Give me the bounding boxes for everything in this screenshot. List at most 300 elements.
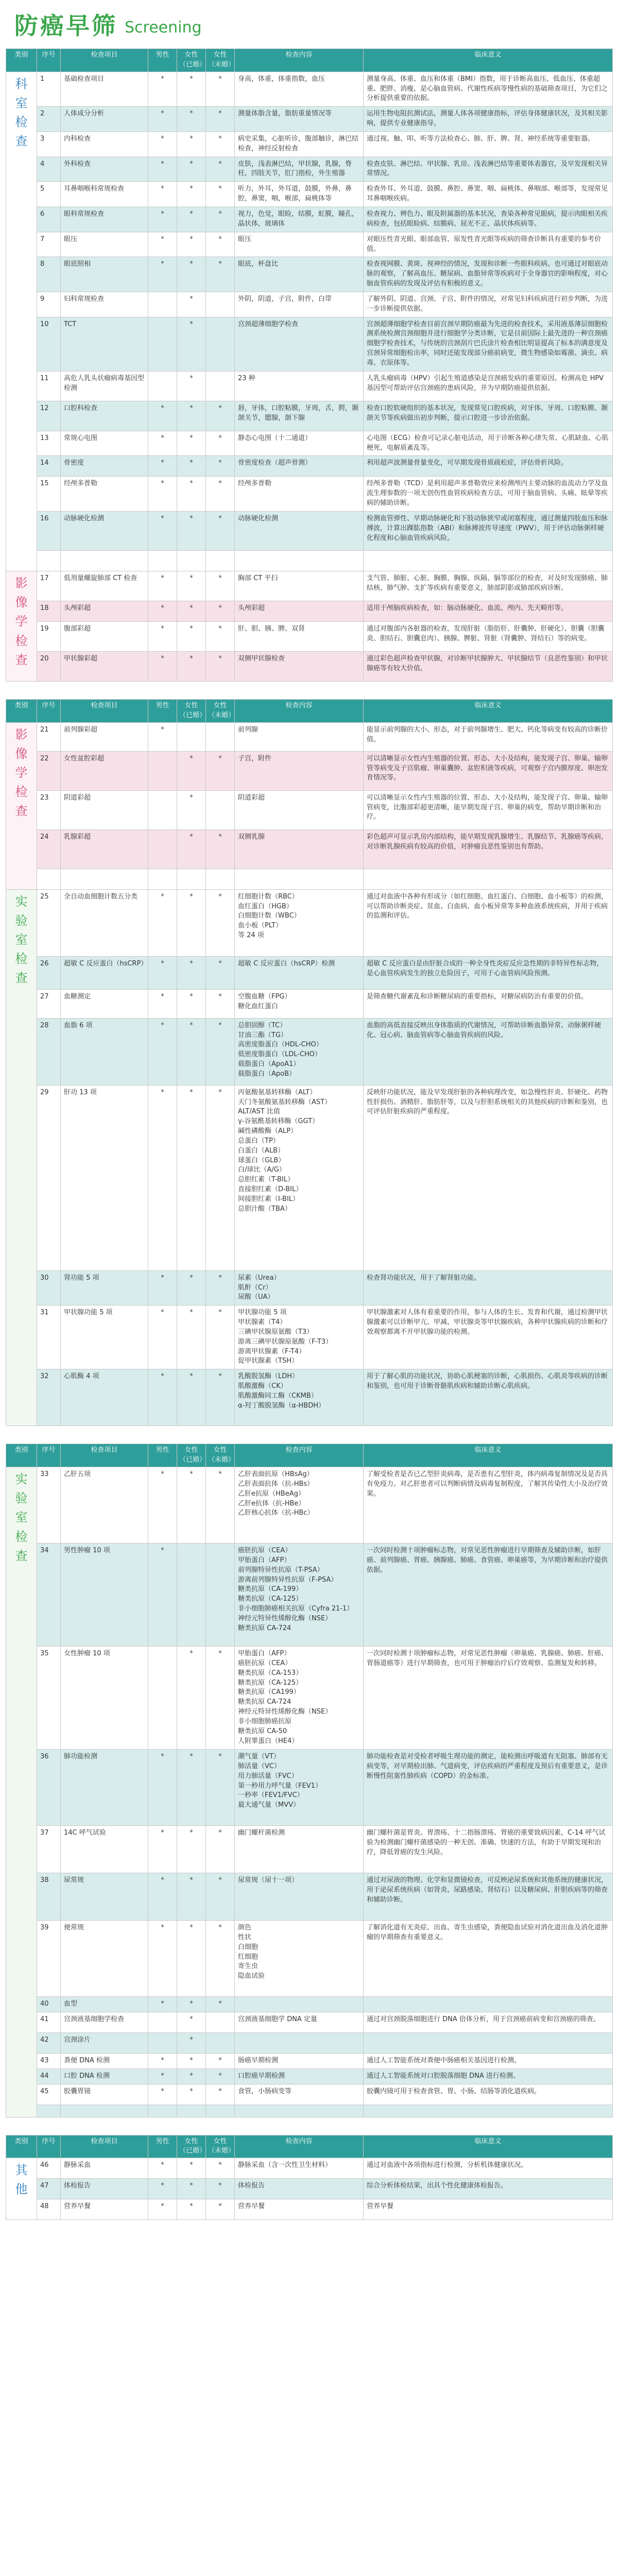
clinical-meaning bbox=[364, 2032, 613, 2053]
female-married-mark: * bbox=[177, 1825, 206, 1873]
table-row bbox=[6, 2032, 613, 2053]
item-number: 24 bbox=[37, 829, 61, 869]
female-married-mark bbox=[177, 2105, 206, 2117]
item-number: 39 bbox=[37, 1920, 61, 1996]
clinical-meaning: 可以清晰显示女性内生殖器的位置、形态、大小及结构，能发现子宫、卵巢、输卵管等病变及子宫肌瘤、卵巢囊肿、盆腔积液等疾病，可观察子宫内膜厚度、卵泡发育情况等。 bbox=[364, 751, 613, 790]
male-mark: * bbox=[148, 1467, 177, 1543]
female-unmarried-mark bbox=[206, 317, 235, 371]
clinical-meaning: 是筛查糖代谢紊乱和诊断糖尿病的重要指标，对糖尿病防治有重要的价值。 bbox=[364, 989, 613, 1018]
female-unmarried-mark: * bbox=[206, 477, 235, 512]
table-row bbox=[6, 2105, 613, 2117]
item-content: 超敏 C 反应蛋白（hsCRP）检测 bbox=[235, 956, 364, 989]
item-number: 46 bbox=[37, 2158, 61, 2179]
item-content: 双侧乳腺 bbox=[235, 829, 364, 869]
female-unmarried-mark: * bbox=[206, 431, 235, 456]
female-unmarried-mark: * bbox=[206, 956, 235, 989]
column-header: 临床意义 bbox=[364, 2135, 613, 2158]
female-unmarried-mark: * bbox=[206, 889, 235, 956]
female-unmarried-mark: * bbox=[206, 2179, 235, 2199]
column-header: 类别 bbox=[6, 2135, 37, 2158]
item-number: 30 bbox=[37, 1270, 61, 1306]
table-row bbox=[6, 2069, 613, 2084]
table-row bbox=[6, 456, 613, 477]
female-married-mark: * bbox=[177, 2032, 206, 2053]
male-mark: * bbox=[148, 1749, 177, 1825]
item-number: 32 bbox=[37, 1369, 61, 1426]
clinical-meaning bbox=[364, 869, 613, 889]
table-row bbox=[6, 869, 613, 889]
table-row bbox=[6, 182, 613, 207]
item-name: 血脂 6 项 bbox=[61, 1018, 148, 1085]
clinical-meaning: 用于了解心肌的功能状况，协助心肌梗塞的诊断，心肌损伤、心肌炎等疾病的诊断和鉴别，也可用于诊断骨骼肌疾病和辅助诊断心肌疾病。 bbox=[364, 1369, 613, 1426]
item-content: 尿素（Urea） 肌酐（Cr） 尿酸（UA） bbox=[235, 1270, 364, 1306]
table-header-row bbox=[6, 1444, 613, 1467]
female-married-mark: * bbox=[177, 257, 206, 292]
table-row bbox=[6, 1873, 613, 1920]
table-row bbox=[6, 72, 613, 107]
item-content: 幽门螺杆菌检测 bbox=[235, 1825, 364, 1873]
male-mark: * bbox=[148, 107, 177, 132]
item-number: 44 bbox=[37, 2069, 61, 2084]
clinical-meaning: 利用超声波测量骨量变化，可早期发现骨质疏松症，评估骨折风险。 bbox=[364, 456, 613, 477]
item-content: 空腹血糖（FPG） 糖化血红蛋白 bbox=[235, 989, 364, 1018]
male-mark bbox=[148, 829, 177, 869]
female-unmarried-mark: * bbox=[206, 157, 235, 182]
male-mark: * bbox=[148, 571, 177, 601]
male-mark: * bbox=[148, 72, 177, 107]
table-row bbox=[6, 601, 613, 622]
male-mark: * bbox=[148, 232, 177, 257]
female-married-mark: * bbox=[177, 292, 206, 317]
item-number bbox=[37, 551, 61, 571]
item-number: 22 bbox=[37, 751, 61, 790]
item-number: 17 bbox=[37, 571, 61, 601]
item-name: 头颅彩超 bbox=[61, 601, 148, 622]
item-name bbox=[61, 551, 148, 571]
item-number: 48 bbox=[37, 2199, 61, 2220]
item-name bbox=[61, 869, 148, 889]
item-content: 唇，牙体，口腔粘膜，牙周，舌，腭，颞颌关节，腮腺，颌下腺 bbox=[235, 401, 364, 431]
table-row bbox=[6, 551, 613, 571]
clinical-meaning bbox=[364, 2105, 613, 2117]
clinical-meaning: 心电图（ECG）检查可记录心脏电活动，用于诊断各种心律失常、心肌缺血、心肌梗死、电解质紊乱等。 bbox=[364, 431, 613, 456]
male-mark bbox=[148, 317, 177, 371]
item-number: 25 bbox=[37, 889, 61, 956]
female-unmarried-mark: * bbox=[206, 207, 235, 232]
item-content: 营养早餐 bbox=[235, 2199, 364, 2220]
male-mark: * bbox=[148, 722, 177, 751]
screening-table bbox=[6, 699, 613, 1426]
column-header: 序号 bbox=[37, 49, 61, 72]
female-married-mark: * bbox=[177, 131, 206, 157]
item-content: 宫颈液基细胞学 DNA 定量 bbox=[235, 2012, 364, 2032]
item-name: 眼底照相 bbox=[61, 257, 148, 292]
female-unmarried-mark: * bbox=[206, 571, 235, 601]
female-married-mark: * bbox=[177, 2084, 206, 2105]
column-header: 临床意义 bbox=[364, 1444, 613, 1467]
clinical-meaning: 检查皮肤、淋巴结、甲状腺、乳房、浅表淋巴结等重要体表器官，及早发现相关异常情况。 bbox=[364, 157, 613, 182]
item-name: 便常规 bbox=[61, 1920, 148, 1996]
item-content: 癌胚抗原（CEA） 甲胎蛋白（AFP） 前列腺特异性抗原（T-PSA） 游离前列腺特异性抗原（F-PSA） 糖类抗原（CA-199） 糖类抗原（CA-125） 非小细胞肺癌相关抗原（Cyfra 21-1） 神经元特异性烯醇化酶（NSE） 糖类抗原 CA-724 bbox=[235, 1543, 364, 1646]
clinical-meaning: 了解外阴、阴道、宫颈、子宫、附件的情况，对常见妇科疾病进行初步判断，为进一步诊断提供依据。 bbox=[364, 292, 613, 317]
clinical-meaning: 肺功能检查是对受检者呼吸生理功能的测定，能检测出呼吸道有无阻塞、肺部有无病变等，对早期检出肺、气道病变，评估疾病的严重程度及预后有重要意义，是诊断慢性阻塞性肺疾病（COPD）的金标准。 bbox=[364, 1749, 613, 1825]
female-married-mark: * bbox=[177, 157, 206, 182]
female-unmarried-mark: * bbox=[206, 131, 235, 157]
female-married-mark: * bbox=[177, 751, 206, 790]
clinical-meaning: 经颅多普勒（TCD）是利用超声多普勒效应来检测颅内主要动脉的血流动力学及血流生理参数的一项无创伤性血管疾病检查方法，可用于脑血管病、头痛、眩晕等疾病的辅助诊断。 bbox=[364, 477, 613, 512]
item-content: 丙氨酸氨基转移酶（ALT） 天门冬氨酸氨基转移酶（AST） ALT/AST 比值 γ-谷氨酰基转移酶（GGT） 碱性磷酸酶（ALP） 总蛋白（TP） 白蛋白（ALB） 球蛋白（GLB） 白/球比（A/G） 总胆红素（T-BIL） 直接胆红素（D-BIL） 间接胆红素（I-BIL） 总胆汁酸（TBA） bbox=[235, 1085, 364, 1270]
table-row bbox=[6, 790, 613, 829]
female-unmarried-mark: * bbox=[206, 401, 235, 431]
item-content: 外阴，阴道，子宫，附件，白带 bbox=[235, 292, 364, 317]
female-married-mark: * bbox=[177, 2012, 206, 2032]
table-row bbox=[6, 2012, 613, 2032]
item-number: 43 bbox=[37, 2053, 61, 2069]
female-unmarried-mark: * bbox=[206, 1018, 235, 1085]
item-content bbox=[235, 2105, 364, 2117]
female-unmarried-mark bbox=[206, 2012, 235, 2032]
female-unmarried-mark: * bbox=[206, 2199, 235, 2220]
column-header: 检查项目 bbox=[61, 700, 148, 723]
table-row bbox=[6, 2199, 613, 2220]
male-mark bbox=[148, 1646, 177, 1749]
clinical-meaning: 检查视力、辨色力、眼及附属器的基本状况，查染各种常见眼病，提示肉眼相关疾病检查，包括眼睑病、结膜病、屈光不正、晶状体疾病等。 bbox=[364, 207, 613, 232]
item-name: 全自动血细胞计数五分类 bbox=[61, 889, 148, 956]
female-unmarried-mark: * bbox=[206, 2053, 235, 2069]
table-row bbox=[6, 622, 613, 652]
item-number: 19 bbox=[37, 622, 61, 652]
item-content: 子宫，附件 bbox=[235, 751, 364, 790]
female-unmarried-mark: * bbox=[206, 1825, 235, 1873]
clinical-meaning: 通过人工智能系统对粪便中肠癌相关基因进行检测。 bbox=[364, 2053, 613, 2069]
column-header: 女性 （已婚） bbox=[177, 49, 206, 72]
female-married-mark: * bbox=[177, 2053, 206, 2069]
item-name: 肾功能 5 项 bbox=[61, 1270, 148, 1306]
column-header: 临床意义 bbox=[364, 49, 613, 72]
male-mark: * bbox=[148, 2053, 177, 2069]
item-name: 超敏 C 反应蛋白（hsCRP） bbox=[61, 956, 148, 989]
clinical-meaning: 营养早餐 bbox=[364, 2199, 613, 2220]
column-header: 女性 （未婚） bbox=[206, 2135, 235, 2158]
item-name: 内科检查 bbox=[61, 131, 148, 157]
clinical-meaning: 对眼压性青光眼、眼部血管、原发性青光眼等疾病的筛查诊断具有重要的参考价值。 bbox=[364, 232, 613, 257]
female-married-mark: * bbox=[177, 317, 206, 371]
item-number: 23 bbox=[37, 790, 61, 829]
item-number: 26 bbox=[37, 956, 61, 989]
table-row bbox=[6, 1369, 613, 1426]
table-header-row bbox=[6, 700, 613, 723]
column-header: 检查内容 bbox=[235, 2135, 364, 2158]
column-header: 序号 bbox=[37, 700, 61, 723]
item-number: 21 bbox=[37, 722, 61, 751]
item-number: 1 bbox=[37, 72, 61, 107]
female-unmarried-mark: * bbox=[206, 2158, 235, 2179]
item-content: 眼压 bbox=[235, 232, 364, 257]
male-mark: * bbox=[148, 456, 177, 477]
item-number: 40 bbox=[37, 1996, 61, 2012]
screening-table bbox=[6, 48, 613, 682]
column-header: 序号 bbox=[37, 2135, 61, 2158]
clinical-meaning: 通过人工智能系统对口腔脱落细胞 DNA 进行检测。 bbox=[364, 2069, 613, 2084]
item-name: 血型 bbox=[61, 1996, 148, 2012]
female-married-mark: * bbox=[177, 232, 206, 257]
female-married-mark: * bbox=[177, 2179, 206, 2199]
female-married-mark: * bbox=[177, 790, 206, 829]
female-unmarried-mark: * bbox=[206, 2084, 235, 2105]
table-row bbox=[6, 1270, 613, 1306]
table-row bbox=[6, 257, 613, 292]
item-number: 7 bbox=[37, 232, 61, 257]
column-header: 女性 （未婚） bbox=[206, 1444, 235, 1467]
item-number: 29 bbox=[37, 1085, 61, 1270]
table-row bbox=[6, 2084, 613, 2105]
item-name: 甲状腺彩超 bbox=[61, 652, 148, 682]
item-name: 低剂量螺旋肺部 CT 检查 bbox=[61, 571, 148, 601]
item-number: 28 bbox=[37, 1018, 61, 1085]
female-unmarried-mark: * bbox=[206, 257, 235, 292]
female-married-mark: * bbox=[177, 1873, 206, 1920]
item-name: 肝功 13 项 bbox=[61, 1085, 148, 1270]
female-married-mark: * bbox=[177, 431, 206, 456]
table-row bbox=[6, 2179, 613, 2199]
item-content: 乙肝表面抗原（HBsAg） 乙肝表面抗体（抗-HBs） 乙肝e抗原（HBeAg） 乙肝e抗体（抗-HBe） 乙肝核心抗体（抗-HBc） bbox=[235, 1467, 364, 1543]
clinical-meaning: 检查视网膜、黄斑、视神经的情况，发现和诊断一些眼科疾病。也可通过对眼底动脉的观察，了解高血压、糖尿病、血脂异常等疾病对于全身器官的影响程度，对心脑血管疾病的发现及评估有积极的意义。 bbox=[364, 257, 613, 292]
item-content: 甲胎蛋白（AFP） 癌胚抗原（CEA） 糖类抗原（CA-153） 糖类抗原（CA-125） 糖类抗原（CA199） 糖类抗原 CA-724 神经元特异性烯醇化酶（NSE） 非小细胞肺癌抗原 糖类抗原 CA-50 人附睾蛋白（HE4） bbox=[235, 1646, 364, 1749]
item-name: 前列腺彩超 bbox=[61, 722, 148, 751]
male-mark: * bbox=[148, 257, 177, 292]
female-unmarried-mark: * bbox=[206, 72, 235, 107]
item-name bbox=[61, 2105, 148, 2117]
item-name: 乙肝五项 bbox=[61, 1467, 148, 1543]
table-row bbox=[6, 751, 613, 790]
female-unmarried-mark bbox=[206, 371, 235, 401]
column-header: 男性 bbox=[148, 1444, 177, 1467]
clinical-meaning bbox=[364, 551, 613, 571]
table-row bbox=[6, 2053, 613, 2069]
column-header: 临床意义 bbox=[364, 700, 613, 723]
clinical-meaning: 测量身高、体重、血压和体重（BMI）指数，用于诊断高血压、低血压、体重超重、肥胖、消瘦，是心脑血管病、代谢性疾病等慢性病的基础筛查项目，为它们之分析提供重要的依据。 bbox=[364, 72, 613, 107]
item-name: 宫颈液基细胞学检查 bbox=[61, 2012, 148, 2032]
item-name: 女性肿瘤 10 项 bbox=[61, 1646, 148, 1749]
clinical-meaning: 通过视、触、叩、听等方法检查心、肺、肝、脾、肾、神经系统等重要脏器。 bbox=[364, 131, 613, 157]
item-content: 宫颈超薄细胞学检查 bbox=[235, 317, 364, 371]
category-label: 其 他 bbox=[6, 2158, 37, 2220]
clinical-meaning: 通过彩色超声检查甲状腺，对诊断甲状腺肿大、甲状腺结节（良恶性鉴别）和甲状腺癌等有较大价值。 bbox=[364, 652, 613, 682]
female-married-mark: * bbox=[177, 1467, 206, 1543]
female-married-mark: * bbox=[177, 652, 206, 682]
female-married-mark: * bbox=[177, 2069, 206, 2084]
item-number: 37 bbox=[37, 1825, 61, 1873]
item-content: 阴道彩超 bbox=[235, 790, 364, 829]
female-married-mark: * bbox=[177, 371, 206, 401]
female-married-mark bbox=[177, 551, 206, 571]
male-mark: * bbox=[148, 431, 177, 456]
item-number: 4 bbox=[37, 157, 61, 182]
female-unmarried-mark: * bbox=[206, 107, 235, 132]
item-name: 静脉采血 bbox=[61, 2158, 148, 2179]
item-name: 营养早餐 bbox=[61, 2199, 148, 2220]
table-row bbox=[6, 2158, 613, 2179]
item-number: 31 bbox=[37, 1306, 61, 1369]
item-content: 头颅彩超 bbox=[235, 601, 364, 622]
male-mark: * bbox=[148, 1873, 177, 1920]
item-number: 10 bbox=[37, 317, 61, 371]
male-mark: * bbox=[148, 2199, 177, 2220]
female-unmarried-mark: * bbox=[206, 1873, 235, 1920]
male-mark bbox=[148, 2012, 177, 2032]
item-content: 甲状腺功能 5 项 甲状腺素（T4） 三碘甲状腺原氨酸（T3） 游离三碘甲状腺原氨酸（F-T3） 游离甲状腺素（F-T4） 促甲状腺素（TSH） bbox=[235, 1306, 364, 1369]
item-name: 宫颈涂片 bbox=[61, 2032, 148, 2053]
table-header-row bbox=[6, 49, 613, 72]
table-row bbox=[6, 1996, 613, 2012]
column-header: 男性 bbox=[148, 700, 177, 723]
table-row bbox=[6, 292, 613, 317]
clinical-meaning: 可以清晰显示女性内生殖器的位置、形态、大小及结构，能发现子宫、卵巢、输卵管病变，比腹部彩超更清晰，能早期发现子宫、卵巢的病变，帮助早期诊断和治疗。 bbox=[364, 790, 613, 829]
item-content: 红细胞计数（RBC） 血红蛋白（HGB） 白细胞计数（WBC） 血小板（PLT） 等 24 项 bbox=[235, 889, 364, 956]
clinical-meaning: 人乳头瘤病毒（HPV）引起生殖道感染是宫颈癌发病的重要原因。检测高危 HPV 基因型可帮助评估宫颈癌的患病风险，并为早期防癌提供依据。 bbox=[364, 371, 613, 401]
page-header bbox=[0, 0, 618, 48]
item-number: 42 bbox=[37, 2032, 61, 2053]
female-married-mark: * bbox=[177, 207, 206, 232]
item-name: 动脉硬化检测 bbox=[61, 512, 148, 551]
male-mark: * bbox=[148, 1920, 177, 1996]
male-mark bbox=[148, 551, 177, 571]
item-name: 心肌酶 4 项 bbox=[61, 1369, 148, 1426]
item-number: 2 bbox=[37, 107, 61, 132]
female-unmarried-mark: * bbox=[206, 232, 235, 257]
column-header: 类别 bbox=[6, 700, 37, 723]
female-married-mark: * bbox=[177, 477, 206, 512]
male-mark bbox=[148, 292, 177, 317]
table-row bbox=[6, 889, 613, 956]
table-row bbox=[6, 401, 613, 431]
female-unmarried-mark: * bbox=[206, 989, 235, 1018]
table-row bbox=[6, 157, 613, 182]
column-header: 类别 bbox=[6, 1444, 37, 1467]
item-content: 病史采集，心脏听诊，腹部触诊，淋巴结检查，神经反射检查 bbox=[235, 131, 364, 157]
item-content: 食管，小肠病变等 bbox=[235, 2084, 364, 2105]
clinical-meaning: 一次同时检测十项肿瘤标志物，对常见恶性肿瘤（卵巢癌、乳腺癌、肺癌、肝癌、胃肠道癌等）进行早期筛查，也可用于肿瘤治疗后疗效观察、监测复发和转移。 bbox=[364, 1646, 613, 1749]
item-content: 双侧甲状腺检查 bbox=[235, 652, 364, 682]
female-unmarried-mark: * bbox=[206, 622, 235, 652]
male-mark: * bbox=[148, 2084, 177, 2105]
table-header-row bbox=[6, 2135, 613, 2158]
item-number: 9 bbox=[37, 292, 61, 317]
table-row bbox=[6, 1749, 613, 1825]
female-unmarried-mark: * bbox=[206, 1369, 235, 1426]
table-row bbox=[6, 131, 613, 157]
female-married-mark: * bbox=[177, 512, 206, 551]
item-number: 6 bbox=[37, 207, 61, 232]
item-number: 18 bbox=[37, 601, 61, 622]
female-unmarried-mark bbox=[206, 790, 235, 829]
item-number: 33 bbox=[37, 1467, 61, 1543]
item-name: 尿常规 bbox=[61, 1873, 148, 1920]
female-married-mark: * bbox=[177, 622, 206, 652]
male-mark: * bbox=[148, 2158, 177, 2179]
table-row bbox=[6, 1306, 613, 1369]
item-name: 甲状腺功能 5 项 bbox=[61, 1306, 148, 1369]
item-name: 眼科常规检查 bbox=[61, 207, 148, 232]
item-name: 高危人乳头状瘤病毒基因型检测 bbox=[61, 371, 148, 401]
clinical-meaning: 反映肝功能状况，能及早发现肝脏的各种病理改变，如急慢性肝炎、肝硬化、药物性肝损伤、酒精肝、脂肪肝等，以及与肝胆系统相关的其他疾病的诊断和鉴别，也可评估肝脏疾病的严重程度。 bbox=[364, 1085, 613, 1270]
female-unmarried-mark: * bbox=[206, 512, 235, 551]
male-mark: * bbox=[148, 477, 177, 512]
clinical-meaning: 甲状腺激素对人体有着重要的作用，参与人体的生长、发育和代谢，通过检测甲状腺激素可以诊断甲亢、甲减、甲状腺炎等甲状腺疾病，各种甲状腺疾病的诊断和疗效观察都离不开甲状腺功能的检测。 bbox=[364, 1306, 613, 1369]
item-content: 视力，色觉，眼睑，结膜，虹膜，瞳孔，晶状体，玻璃体 bbox=[235, 207, 364, 232]
female-married-mark: * bbox=[177, 182, 206, 207]
male-mark: * bbox=[148, 601, 177, 622]
item-name: 肺功能检测 bbox=[61, 1749, 148, 1825]
item-content: 听力，外耳，外耳道，鼓膜，外鼻，鼻腔，鼻窦，咽，喉部，扁桃体等 bbox=[235, 182, 364, 207]
table-row bbox=[6, 107, 613, 132]
female-unmarried-mark: * bbox=[206, 601, 235, 622]
male-mark bbox=[148, 751, 177, 790]
female-unmarried-mark: * bbox=[206, 652, 235, 682]
clinical-meaning: 检测血管弹性、早期动脉硬化和下肢动脉狭窄或闭塞程度，通过测量四肢血压和脉搏波，计算出踝肱指数（ABI）和脉搏波传导速度（PWV），用于评估动脉粥样硬化程度和心脑血管疾病风险。 bbox=[364, 512, 613, 551]
female-unmarried-mark: * bbox=[206, 751, 235, 790]
female-unmarried-mark bbox=[206, 869, 235, 889]
male-mark: * bbox=[148, 2069, 177, 2084]
column-header: 检查项目 bbox=[61, 49, 148, 72]
item-content: 前列腺 bbox=[235, 722, 364, 751]
item-content bbox=[235, 1996, 364, 2012]
item-content: 皮肤，浅表淋巴结，甲状腺，乳腺，脊柱，四肢关节，肛门指检，外生殖器 bbox=[235, 157, 364, 182]
item-content: 胸部 CT 平扫 bbox=[235, 571, 364, 601]
clinical-meaning bbox=[364, 1996, 613, 2012]
female-married-mark: * bbox=[177, 401, 206, 431]
item-number: 41 bbox=[37, 2012, 61, 2032]
item-name: 耳鼻咽喉科常规检查 bbox=[61, 182, 148, 207]
item-name: TCT bbox=[61, 317, 148, 371]
item-name: 外科检查 bbox=[61, 157, 148, 182]
item-number: 16 bbox=[37, 512, 61, 551]
item-number: 14 bbox=[37, 456, 61, 477]
item-content: 乳酸脱氢酶（LDH） 肌酸激酶（CK） 肌酸激酶同工酶（CKMB） α-羟丁酸脱氢酶（α-HBDH） bbox=[235, 1369, 364, 1426]
column-header: 类别 bbox=[6, 49, 37, 72]
female-unmarried-mark: * bbox=[206, 182, 235, 207]
female-unmarried-mark bbox=[206, 551, 235, 571]
item-name: 男性肿瘤 10 项 bbox=[61, 1543, 148, 1646]
female-unmarried-mark: * bbox=[206, 1996, 235, 2012]
item-number: 20 bbox=[37, 652, 61, 682]
female-married-mark: * bbox=[177, 1085, 206, 1270]
male-mark: * bbox=[148, 956, 177, 989]
screening-tables bbox=[0, 48, 618, 2220]
item-number: 3 bbox=[37, 131, 61, 157]
clinical-meaning: 通过对腹部内各脏器的检查，发现肝脏（脂肪肝、肝囊肿、肝硬化）、胆囊（胆囊炎、胆结石、胆囊息肉）、胰腺、脾脏、肾脏（肾囊肿、肾结石）等的病变。 bbox=[364, 622, 613, 652]
item-number: 36 bbox=[37, 1749, 61, 1825]
male-mark: * bbox=[148, 207, 177, 232]
item-number: 13 bbox=[37, 431, 61, 456]
clinical-meaning: 胶囊内镜可用于检查食管、胃、小肠、结肠等消化道疾病。 bbox=[364, 2084, 613, 2105]
table-row bbox=[6, 1018, 613, 1085]
table-row bbox=[6, 371, 613, 401]
male-mark bbox=[148, 869, 177, 889]
table-row bbox=[6, 431, 613, 456]
table-row bbox=[6, 829, 613, 869]
female-married-mark: * bbox=[177, 889, 206, 956]
clinical-meaning: 检查肾功能状况，用于了解肾脏功能。 bbox=[364, 1270, 613, 1306]
female-married-mark: * bbox=[177, 1270, 206, 1306]
column-header: 检查内容 bbox=[235, 1444, 364, 1467]
female-unmarried-mark: * bbox=[206, 1306, 235, 1369]
item-content: 23 种 bbox=[235, 371, 364, 401]
female-married-mark: * bbox=[177, 456, 206, 477]
item-name: 14C 呼气试验 bbox=[61, 1825, 148, 1873]
female-married-mark: * bbox=[177, 2158, 206, 2179]
male-mark: * bbox=[148, 2179, 177, 2199]
